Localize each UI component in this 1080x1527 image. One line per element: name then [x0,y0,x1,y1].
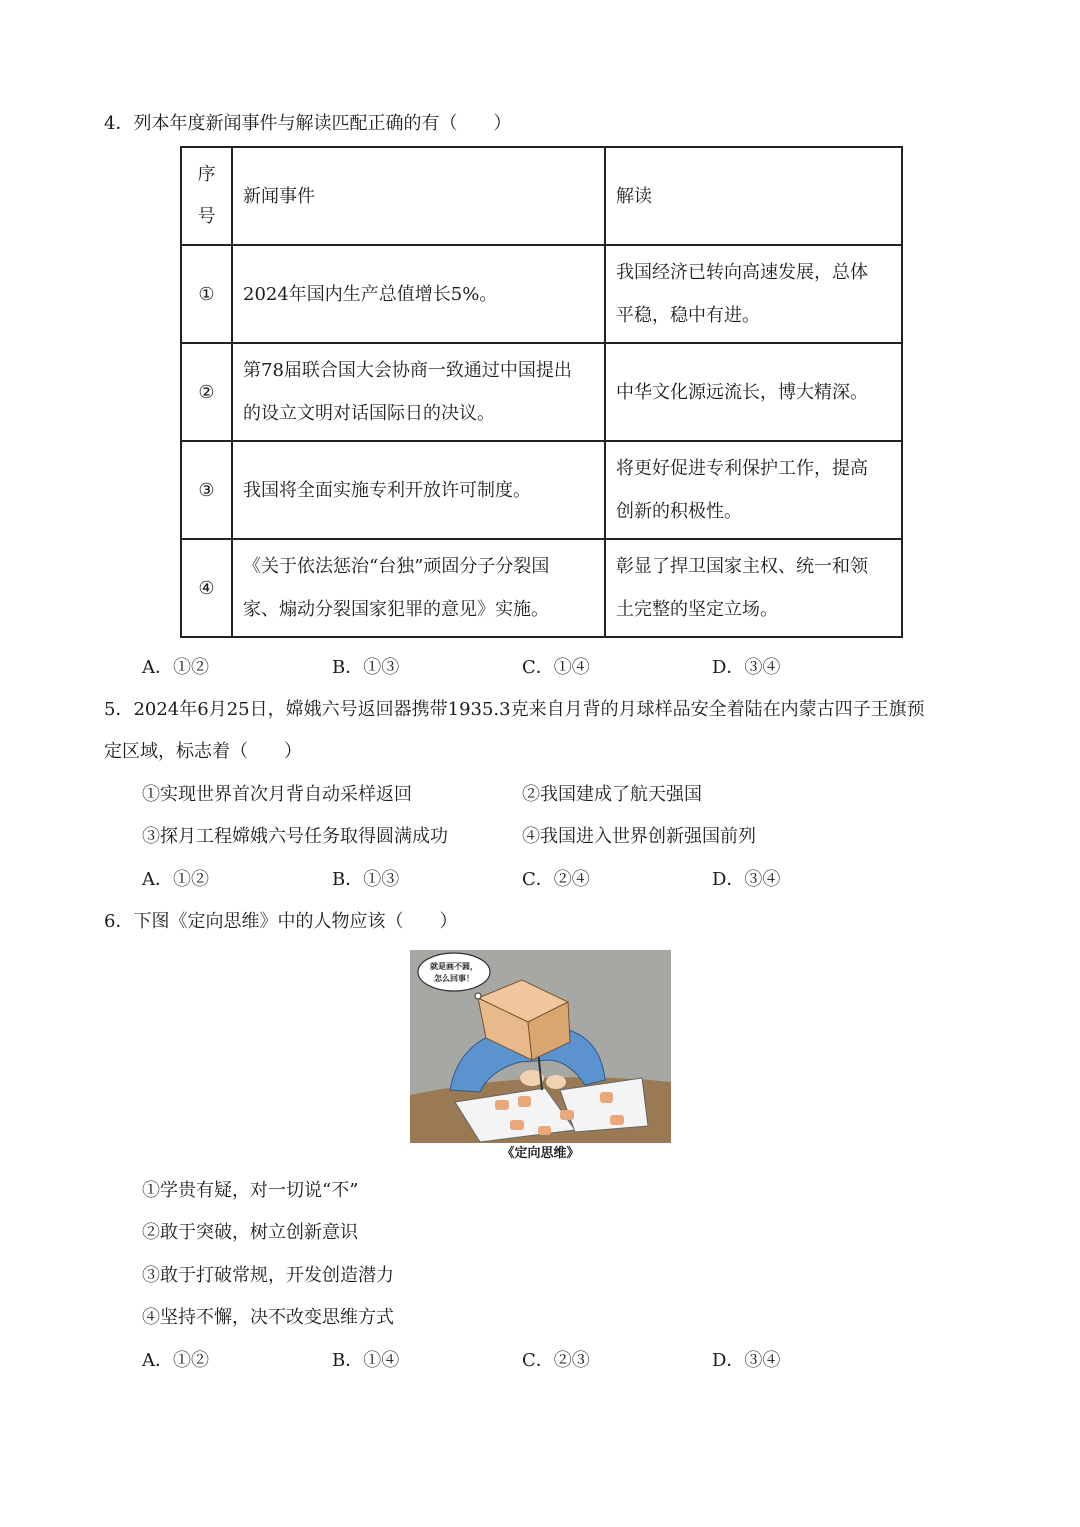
q5-option-c[interactable]: C．②④ [522,869,590,890]
cartoon-hand [546,1075,566,1089]
q5-stem-line1: 5．2024年6月25日，嫦娥六号返回器携带1935.3克来自月背的月球样品安全着陆在内蒙古四子王旗预 [104,699,925,720]
row-interp-line2: 平稳，稳中有进。 [616,305,760,326]
header-num-line2: 号 [197,206,216,227]
q6-item-3: ③敢于打破常规，开发创造潜力 [142,1265,394,1286]
bubble-text-line2: 怎么回事！ [434,974,474,983]
row-event [232,343,605,441]
table-row [181,441,902,539]
row-interp [605,539,902,637]
q6-item-2: ②敢于突破，树立创新意识 [142,1222,358,1243]
q5-item-3: ③探月工程嫦娥六号任务取得圆满成功 [142,826,448,847]
q4-option-b[interactable]: B．①③ [332,657,400,678]
q5-option-b[interactable]: B．①③ [332,869,400,890]
q4-table [180,146,903,638]
q5-item-2: ②我国建成了航天强国 [522,784,702,805]
q6-stem: 6．下图《定向思维》中的人物应该（ ） [104,911,458,932]
q6-item-1: ①学贵有疑，对一切说“不” [142,1180,359,1201]
q4-option-a[interactable]: A．①② [142,657,209,678]
table-row [181,539,902,637]
row-interp [605,441,902,539]
row-event [232,539,605,637]
q5-option-a[interactable]: A．①② [142,869,209,890]
q5-option-d[interactable]: D．③④ [712,869,781,890]
row-num: ② [181,343,232,441]
q4-option-c[interactable]: C．①④ [522,657,590,678]
bubble-text-line1: 就是画不圆， [430,962,478,971]
q5-item-1: ①实现世界首次月背自动采样返回 [142,784,412,805]
row-event-line1: 2024年国内生产总值增长5%。 [243,283,498,305]
row-interp-line1: 我国经济已转向高速发展，总体 [616,262,868,283]
q5-stem-line2: 定区域，标志着（ ） [104,741,302,762]
row-event [232,245,605,343]
q5-item-4: ④我国进入世界创新强国前列 [522,826,756,847]
header-event: 新闻事件 [232,147,605,245]
cartoon-shape [560,1110,574,1120]
cartoon-shape [538,1126,551,1135]
q6-option-d[interactable]: D．③④ [712,1350,781,1371]
cartoon-shape [610,1115,624,1125]
header-interp: 解读 [605,147,902,245]
row-interp-line2: 创新的积极性。 [616,501,742,522]
row-interp [605,343,902,441]
cartoon-image [410,950,671,1143]
cartoon-caption: 《定向思维》 [501,1146,580,1161]
q6-option-b[interactable]: B．①④ [332,1350,400,1371]
row-interp-line1: 将更好促进专利保护工作，提高 [616,458,868,479]
q6-option-a[interactable]: A．①② [142,1350,209,1371]
table-row [181,245,902,343]
row-event-line1: 第78届联合国大会协商一致通过中国提出 [243,360,572,381]
q4-stem: 4．列本年度新闻事件与解读匹配正确的有（ ） [104,113,512,134]
q6-option-c[interactable]: C．②③ [522,1350,590,1371]
header-num-line1: 序 [197,164,216,185]
row-event-line1: 我国将全面实施专利开放许可制度。 [243,479,531,501]
row-num: ③ [181,441,232,539]
q4-option-d[interactable]: D．③④ [712,657,781,678]
cartoon-bubble-dot [475,993,481,999]
row-num: ① [181,245,232,343]
table-row [181,343,902,441]
row-event-line2: 家、煽动分裂国家犯罪的意见》实施。 [243,599,549,620]
cartoon-thought-bubble [418,953,490,991]
cartoon-shape [510,1120,524,1130]
row-event [232,441,605,539]
row-event-line2: 的设立文明对话国际日的决议。 [243,403,495,424]
q6-item-4: ④坚持不懈，决不改变思维方式 [142,1307,394,1328]
cartoon-shape [495,1100,509,1110]
row-interp [605,245,902,343]
row-interp-line1: 中华文化源远流长，博大精深。 [616,381,868,403]
cartoon-shape [600,1092,613,1103]
header-num [181,147,232,245]
row-interp-line1: 彰显了捍卫国家主权、统一和领 [616,556,868,577]
cartoon-shape [518,1096,531,1107]
row-num: ④ [181,539,232,637]
row-event-line1: 《关于依法惩治“台独”顽固分子分裂国 [243,556,550,577]
table-header-row [181,147,902,245]
row-interp-line2: 土完整的坚定立场。 [616,599,778,620]
